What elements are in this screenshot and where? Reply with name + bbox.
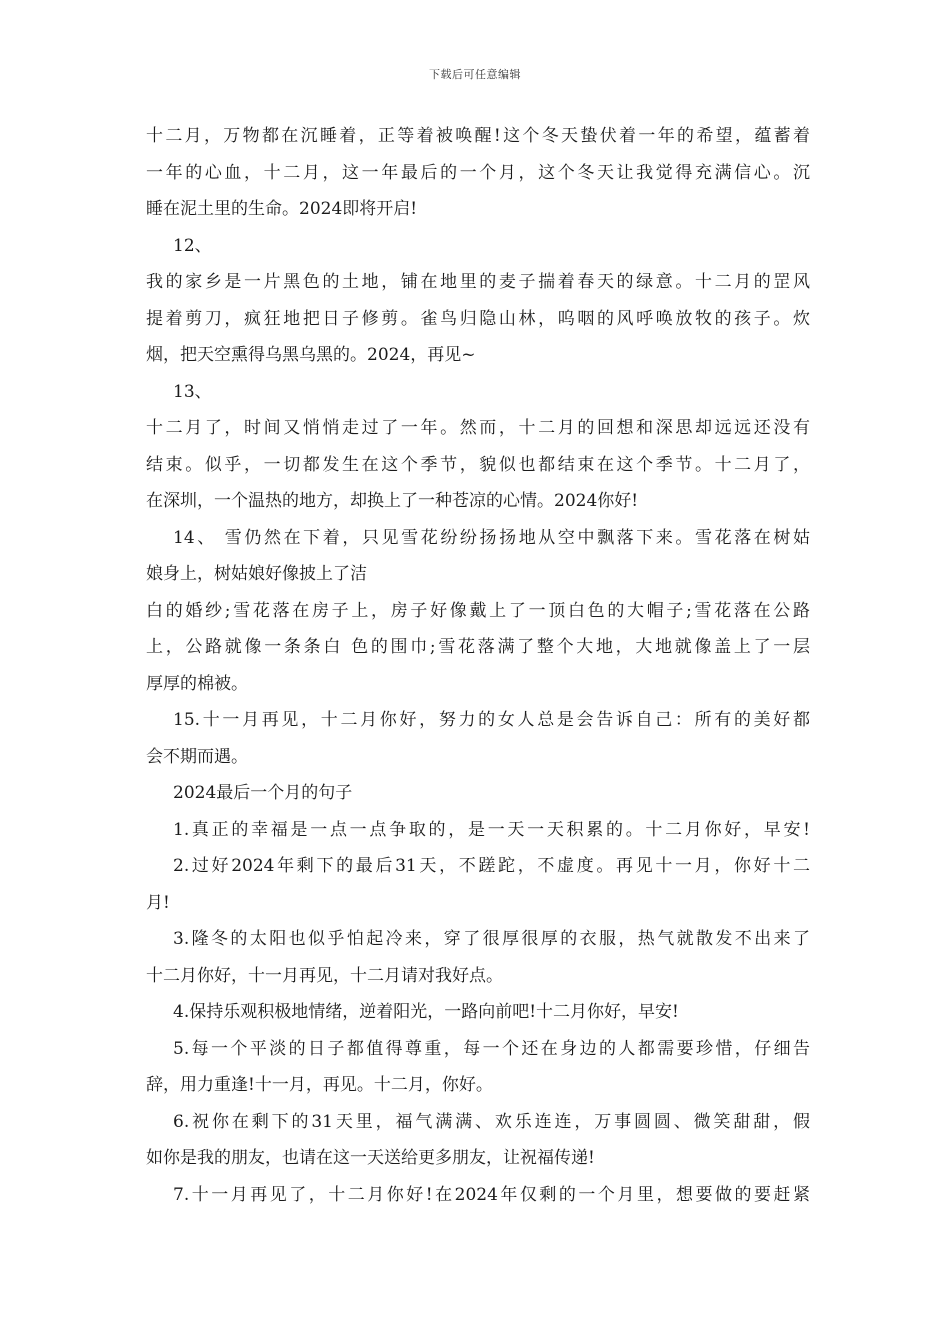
text-line: 厚厚的棉被。 xyxy=(146,673,248,694)
text-line: 14、 雪仍然在下着，只见雪花纷纷扬扬地从空中飘落下来。雪花落在树姑 xyxy=(173,527,810,548)
text-line: 十二月了，时间又悄悄走过了一年。然而，十二月的回想和深思却远远还没有 xyxy=(146,418,810,438)
text-line: 15.十一月再见，十二月你好，努力的女人总是会告诉自己：所有的美好都 xyxy=(173,710,810,730)
text-line: 白的婚纱;雪花落在房子上，房子好像戴上了一顶白色的大帽子;雪花落在公路 xyxy=(146,600,810,621)
text-line: 我的家乡是一片黑色的土地，铺在地里的麦子揣着春天的绿意。十二月的罡风 xyxy=(146,272,810,292)
text-line: 结束。似乎，一切都发生在这个季节，貌似也都结束在这个季节。十二月了， xyxy=(146,454,810,475)
text-line: 2024最后一个月的句子 xyxy=(173,783,353,803)
text-line: 睡在泥土里的生命。2024即将开启! xyxy=(146,199,418,219)
text-line: 娘身上，树姑娘好像披上了洁 xyxy=(146,564,367,584)
text-line: 5.每一个平淡的日子都值得尊重，每一个还在身边的人都需要珍惜，仔细告 xyxy=(173,1038,810,1059)
text-line: 2.过好2024年剩下的最后31天，不蹉跎，不虚度。再见十一月，你好十二 xyxy=(173,856,810,876)
document-body xyxy=(146,118,810,1213)
text-line: 上，公路就像一条条白 色的围巾;雪花落满了整个大地，大地就像盖上了一层 xyxy=(146,637,810,657)
text-line: 烟，把天空熏得乌黑乌黑的。2024，再见~ xyxy=(146,345,476,365)
text-line: 辞，用力重逢!十一月，再见。十二月，你好。 xyxy=(146,1075,493,1095)
text-line: 12、 xyxy=(173,235,212,256)
text-line: 月! xyxy=(146,892,170,913)
text-line: 13、 xyxy=(173,381,212,402)
text-line: 十二月你好，十一月再见，十二月请对我好点。 xyxy=(146,965,503,986)
text-line: 会不期而遇。 xyxy=(146,746,248,767)
text-line: 1.真正的幸福是一点一点争取的，是一天一天积累的。十二月你好，早安! xyxy=(173,819,810,840)
page-header: 下载后可任意编辑 xyxy=(429,68,521,81)
text-line: 3.隆冬的太阳也似乎怕起冷来，穿了很厚很厚的衣服，热气就散发不出来了 xyxy=(173,929,810,949)
text-line: 如你是我的朋友，也请在这一天送给更多朋友，让祝福传递! xyxy=(146,1148,595,1168)
text-line: 在深圳，一个温热的地方，却换上了一种苍凉的心情。2024你好! xyxy=(146,491,639,511)
text-line: 4.保持乐观积极地情绪，逆着阳光，一路向前吧!十二月你好，早安! xyxy=(173,1002,679,1022)
text-line: 6.祝你在剩下的31天里，福气满满、欢乐连连，万事圆圆、微笑甜甜，假 xyxy=(173,1111,810,1132)
text-line: 一年的心血，十二月，这一年最后的一个月，这个冬天让我觉得充满信心。沉 xyxy=(146,162,810,183)
text-line: 7.十一月再见了，十二月你好!在2024年仅剩的一个月里，想要做的要赶紧 xyxy=(173,1184,810,1205)
text-line: 十二月，万物都在沉睡着，正等着被唤醒!这个冬天蛰伏着一年的希望，蕴蓄着 xyxy=(146,126,810,146)
text-line: 提着剪刀，疯狂地把日子修剪。雀鸟归隐山林，呜咽的风呼唤放牧的孩子。炊 xyxy=(146,308,810,329)
